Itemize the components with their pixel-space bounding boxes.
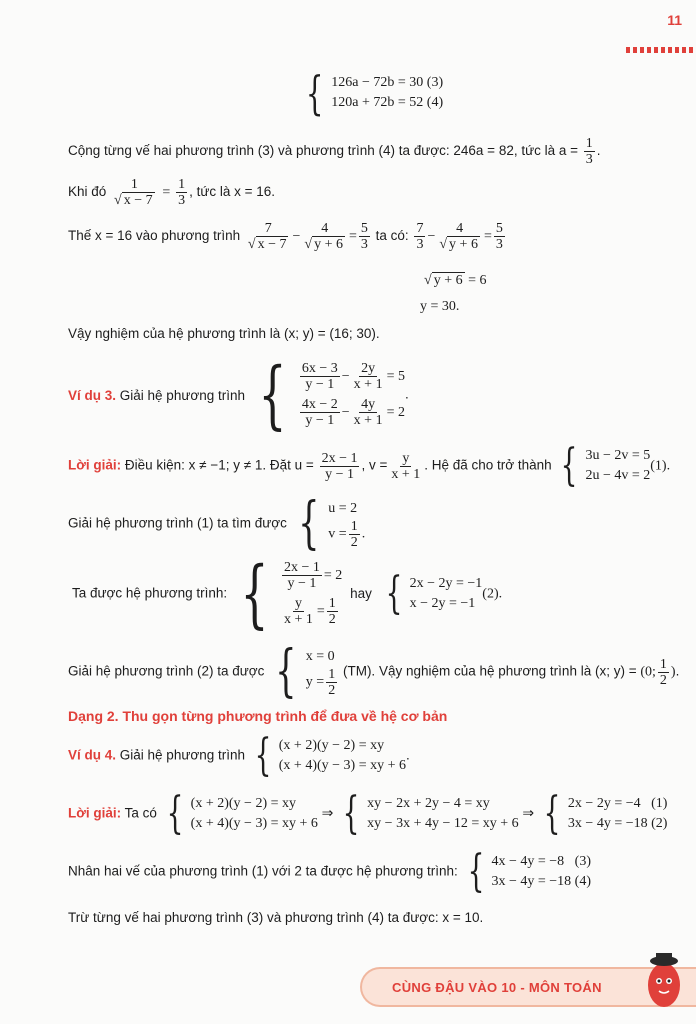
sqrt-content: x − 7 — [123, 193, 153, 208]
equals-sign: = — [348, 229, 357, 245]
footer-banner — [360, 967, 696, 1007]
system-line: (x + 4)(y − 3) = xy + 6 — [278, 758, 406, 773]
fraction-numerator: 2x − 1 — [283, 560, 320, 576]
fraction-denominator: y − 1 — [305, 377, 335, 393]
fraction-numerator: 4 — [321, 221, 329, 236]
fraction-denominator: 3 — [585, 152, 593, 167]
solution-4: Lời giải: Ta có { (x + 2)(y − 2) = xy (x + 4)(y − 3) = xy + 6 ⇒ { xy − 2x + 2y − 4 = xy xy − 3x + 4y − 12 = xy + 6 ⇒ { 2x − 2y = −4 (1) 3x − 4y = −18 (2) — [68, 788, 668, 839]
example-4: Ví dụ 4. Giải hệ phương trình { (x + 2)(y − 2) = xy (x + 4)(y − 3) = xy + 6 . — [68, 730, 410, 781]
system-line: 2x − 2y = −1 — [409, 576, 483, 591]
paragraph-1 — [68, 136, 601, 167]
sqrt-content: y + 6 — [314, 237, 343, 252]
equals-sign: = — [316, 604, 325, 619]
system-1-line-2: 120a + 72b = 52 (4) — [331, 95, 444, 110]
fraction-numerator: 1 — [350, 518, 358, 534]
fraction-denominator: √ y + 6 — [439, 237, 478, 252]
system-line: v = — [328, 526, 347, 542]
system-line: (x + 2)(y − 2) = xy — [190, 796, 297, 811]
fraction-numerator: 2y — [361, 361, 376, 377]
fraction-numerator: 7 — [416, 221, 424, 236]
example-3: Ví dụ 3. Giải hệ phương trình { $\frac{6x - 3}{y - 1}$ − $\frac{2y}{x + 1}$ = 5 $\frac{4x - 2}{y - 1}$ − $\frac{4y}{x + 1}$ = 2 . — [68, 352, 409, 438]
solution-4-label: Lời giải: — [68, 805, 122, 821]
fraction-numerator: 4y — [361, 397, 376, 413]
fraction-numerator: 4x − 2 — [301, 397, 338, 413]
paragraph-2-tail: , tức là x = 16. — [189, 184, 276, 200]
paragraph-3-pre: Thế x = 16 vào phương trình — [68, 228, 241, 244]
fraction-numerator: 4 — [456, 221, 464, 236]
solution-3: Lời giải: Điều kiện: x ≠ −1; y ≠ 1. Đặt u = $\frac{2x - 1}{y - 1}$ , v = $\frac{y}{x + 1}$ . Hệ đã cho trở thành { 3u − 2v = 5 2u − 4v = 2 (1). — [68, 440, 671, 491]
fraction-numerator: 1 — [328, 596, 336, 612]
system-line: 4x − 4y = −8 (3) — [491, 854, 592, 869]
example-3-text: Giải hệ phương trình — [119, 387, 245, 403]
paragraph-8-text: Nhân hai vế của phương trình (1) với 2 ta được hệ phương trình: — [68, 863, 458, 879]
paragraph-2-pre: Khi đó — [68, 184, 107, 200]
system-line: x − 2y = −1 — [409, 596, 476, 611]
paragraph-6-text: Ta được hệ phương trình: — [72, 585, 228, 601]
paragraph-5-text: Giải hệ phương trình (1) ta tìm được — [68, 515, 287, 531]
fraction-denominator: 3 — [416, 237, 424, 252]
system-1: { 126a − 72b = 30 (3) 120a + 72b = 52 (4) — [305, 66, 444, 120]
section-heading: Dạng 2. Thu gọn từng phương trình để đưa về hệ cơ bản — [68, 708, 448, 724]
system-line: y = — [305, 674, 325, 690]
fraction-numerator: 5 — [495, 221, 503, 236]
paragraph-3-step-2: y = 30. — [420, 299, 460, 314]
fraction-denominator: y − 1 — [305, 413, 335, 429]
paragraph-8: Nhân hai vế của phương trình (1) với 2 ta được hệ phương trình: { 4x − 4y = −8 (3) 3x − 4y = −18 (4) — [68, 846, 592, 897]
fraction-numerator: 1 — [178, 177, 186, 192]
example-4-text: Giải hệ phương trình — [119, 747, 245, 763]
fraction-denominator: 2 — [328, 612, 336, 628]
fraction-numerator: 6x − 3 — [301, 361, 338, 377]
system-line: xy − 3x + 4y − 12 = xy + 6 — [367, 816, 519, 831]
paragraph-7-result: (TM). Vậy nghiệm của hệ phương trình là (x; y) = — [342, 663, 637, 679]
fraction-denominator: √ y + 6 — [304, 237, 343, 252]
system-line: (x + 4)(y − 3) = xy + 6 — [190, 816, 318, 831]
fraction-denominator: 2 — [350, 534, 358, 550]
paragraph-5: Giải hệ phương trình (1) ta tìm được { u = 2 v = $\frac{1}{2}$ . — [68, 491, 366, 556]
solution-3-text: Điều kiện: x ≠ −1; y ≠ 1. Đặt u = — [124, 457, 314, 473]
solution-3-v: , v = — [361, 457, 388, 473]
step-1-rhs: = 6 — [468, 273, 487, 288]
fraction-numerator: 1 — [585, 136, 593, 151]
equation-rhs: = 5 — [386, 369, 405, 384]
equation-tag: (2). — [482, 586, 503, 602]
fraction-numerator: y — [402, 450, 410, 466]
fraction-denominator: y − 1 — [287, 576, 317, 592]
fraction-denominator: 3 — [360, 237, 368, 252]
system-line: 2u − 4v = 2 — [585, 468, 651, 483]
system-line: 2x − 2y = −4 (1) — [567, 796, 668, 811]
fraction-numerator: 1 — [328, 666, 336, 682]
mascot-icon — [634, 951, 690, 1011]
fraction-denominator: 2 — [659, 672, 667, 688]
fraction-denominator: x + 1 — [391, 466, 421, 482]
fraction-denominator: √ x − 7 — [114, 193, 153, 208]
sqrt-content: y + 6 — [433, 273, 463, 288]
paragraph-3-mid: ta có: — [375, 228, 409, 244]
fraction-denominator: 2 — [328, 682, 336, 698]
equation-tag: (1). — [650, 458, 671, 474]
fraction-denominator: 3 — [178, 193, 186, 208]
fraction-numerator: 2x − 1 — [321, 450, 358, 466]
fraction-denominator: √ x − 7 — [247, 237, 287, 252]
fraction-numerator: 1 — [130, 177, 138, 192]
fraction-numerator: 5 — [360, 221, 368, 236]
paragraph-1-text: Cộng từng vế hai phương trình (3) và phương trình (4) ta được: 246a = 82, tức là a = — [68, 143, 579, 159]
equation-rhs: = 2 — [386, 405, 405, 420]
equals-sign: = — [162, 185, 171, 201]
paragraph-1-tail: . — [596, 143, 601, 159]
footer-label: CÙNG ĐẬU VÀO 10 - MÔN TOÁN — [392, 980, 602, 995]
solution-3-label: Lời giải: — [68, 457, 122, 473]
paragraph-4: Vậy nghiệm của hệ phương trình là (x; y) = (16; 30). — [68, 326, 380, 341]
example-3-label: Ví dụ 3. — [68, 387, 117, 403]
solution-3-tail: . Hệ đã cho trở thành — [424, 457, 552, 473]
fraction-numerator: y — [294, 596, 302, 612]
system-line: 3x − 4y = −18 (2) — [567, 816, 668, 831]
sqrt-content: x − 7 — [257, 237, 287, 252]
page-number: 11 — [667, 12, 682, 28]
fraction-denominator: y − 1 — [325, 466, 354, 482]
result-x: 0; — [645, 664, 656, 680]
paragraph-3: Thế x = 16 vào phương trình $\frac{7}{√ x - 7}$ − $\frac{4}{√ y + 6}$ = $\frac{5}{3}$ ta có: $\frac{7}{3}$ − $\frac{4}{√ y + 6}$ = $\frac{5}{3}$ — [68, 221, 503, 252]
example-4-tail: . — [406, 747, 410, 763]
paragraph-9: Trừ từng vế hai phương trình (3) và phương trình (4) ta được: x = 10. — [68, 910, 484, 925]
fraction-denominator: x + 1 — [283, 612, 313, 628]
system-line: xy − 2x + 2y − 4 = xy — [367, 796, 490, 811]
paragraph-7-text: Giải hệ phương trình (2) ta được — [68, 663, 265, 679]
paragraph-2 — [68, 177, 275, 208]
fraction-numerator: 7 — [264, 221, 272, 236]
fraction-numerator: 1 — [659, 656, 667, 672]
solution-4-text: Ta có — [124, 805, 157, 821]
system-line: x = 0 — [305, 648, 335, 664]
header-decoration — [626, 40, 696, 58]
system-line: 3x − 4y = −18 (4) — [491, 874, 592, 889]
fraction-denominator: x + 1 — [353, 377, 383, 393]
connector-word: hay — [350, 585, 372, 601]
fraction-denominator: 3 — [495, 237, 503, 252]
sqrt-content: y + 6 — [449, 237, 478, 252]
paragraph-7: Giải hệ phương trình (2) ta được { x = 0 y = $\frac{1}{2}$ (TM). Vậy nghiệm của hệ phương trình là (x; y) = (0; $\frac{1}{2}$ ). — [68, 639, 680, 704]
paragraph-7-tail: . — [675, 663, 680, 679]
fraction-denominator: x + 1 — [353, 413, 383, 429]
equation-rhs: = 2 — [323, 568, 343, 583]
system-line: u = 2 — [328, 500, 358, 516]
system-line: (x + 2)(y − 2) = xy — [278, 738, 385, 753]
paragraph-6: Ta được hệ phương trình: { $\frac{2x - 1}{y - 1}$ = 2 $\frac{y}{x + 1}$ = $\frac{1}{2}$ hay { 2x − 2y = −1 x − 2y = −1 (2). — [72, 551, 503, 637]
paragraph-3-step-1: √ y + 6 = 6 — [424, 273, 487, 288]
system-1-line-1: 126a − 72b = 30 (3) — [331, 75, 444, 90]
example-4-label: Ví dụ 4. — [68, 747, 117, 763]
system-line: 3u − 2v = 5 — [585, 448, 651, 463]
